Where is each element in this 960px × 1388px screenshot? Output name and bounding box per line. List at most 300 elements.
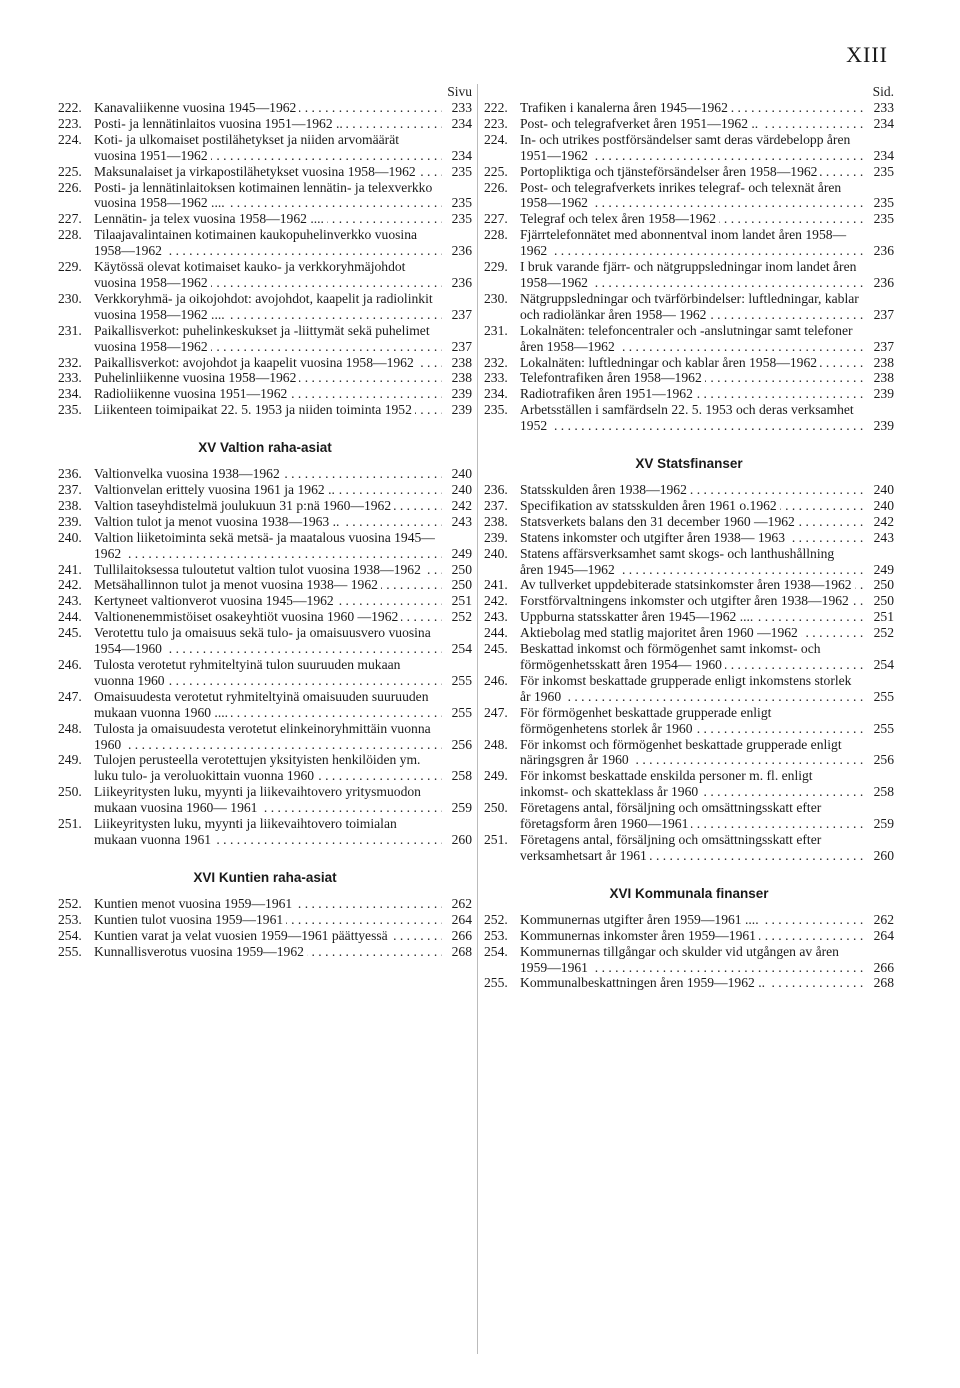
entry-title-text: Radioliikenne vuosina 1951—1962 (94, 386, 290, 401)
toc-entry (58, 355, 472, 371)
entry-page: 243 (873, 529, 894, 545)
entry-title-text: Lokalnäten: telefoncentraler och -anslutningar samt telefoner åren 1958—1962 (520, 322, 853, 354)
entry-page: 240 (873, 497, 894, 513)
entry-page: 238 (451, 370, 472, 386)
toc-entry (484, 673, 894, 705)
entry-number: 226. (484, 179, 508, 195)
entry-title (94, 593, 442, 609)
toc-entry (58, 944, 472, 960)
entry-number: 246. (484, 672, 508, 688)
entry-number: 248. (484, 736, 508, 752)
entry-number: 234. (58, 386, 82, 402)
entry-title (520, 116, 864, 132)
toc-entry (58, 530, 472, 562)
entry-title-text: Paikallisverkot: avojohdot ja kaapelit vuosina 1958—1962 (94, 355, 417, 370)
entry-title (520, 975, 864, 991)
entry-title (94, 816, 442, 848)
entry-number: 237. (484, 497, 508, 513)
entry-title (94, 180, 442, 212)
toc-entry (58, 259, 472, 291)
entry-page: 239 (873, 386, 894, 402)
entry-page: 237 (873, 306, 894, 322)
entry-title (94, 928, 442, 944)
entry-page: 235 (451, 211, 472, 227)
entry-title (94, 657, 442, 689)
entry-page: 238 (873, 370, 894, 386)
entry-number: 255. (58, 943, 82, 959)
toc-entry (58, 370, 472, 386)
toc-entry (58, 482, 472, 498)
entry-title (94, 466, 442, 482)
entry-number: 235. (484, 402, 508, 418)
entry-number: 227. (58, 211, 82, 227)
entry-title-text: Radiotrafiken åren 1951—1962 (520, 386, 696, 401)
toc-entry (58, 784, 472, 816)
entry-number: 224. (58, 131, 82, 147)
toc-entry (484, 100, 894, 116)
entry-page: 235 (873, 211, 894, 227)
entry-title (94, 164, 442, 180)
entry-number: 239. (484, 529, 508, 545)
entry-number: 245. (484, 641, 508, 657)
toc-entry (484, 944, 894, 976)
toc-entry (484, 211, 894, 227)
entry-page: 240 (451, 482, 472, 498)
entry-title (94, 386, 442, 402)
entry-title-text: Liikeyritysten luku, myynti ja liikevaihtovero yritysmuodon mukaan vuosina 1960— 1961 (94, 784, 421, 816)
toc-entry (58, 562, 472, 578)
entry-title (520, 641, 864, 673)
entry-page: 237 (451, 306, 472, 322)
entry-number: 249. (58, 752, 82, 768)
entry-title (520, 912, 864, 928)
entry-title (520, 705, 864, 737)
entry-number: 252. (58, 895, 82, 911)
entry-number: 231. (484, 322, 508, 338)
entry-page: 240 (873, 482, 894, 498)
entry-page: 239 (451, 402, 472, 418)
entry-page: 258 (873, 784, 894, 800)
entry-title (520, 227, 864, 259)
entry-title (520, 514, 864, 530)
entry-title (94, 370, 442, 386)
entry-number: 225. (58, 163, 82, 179)
toc-entry (58, 609, 472, 625)
entry-title (94, 211, 442, 227)
entry-page: 236 (873, 243, 894, 259)
entry-page: 249 (451, 545, 472, 561)
entry-page: 268 (451, 943, 472, 959)
entry-page: 239 (451, 386, 472, 402)
toc-entry (58, 593, 472, 609)
entry-number: 244. (58, 609, 82, 625)
toc-column-swedish (484, 84, 894, 991)
entry-title (520, 944, 864, 976)
column-divider (477, 84, 478, 1354)
entry-number: 232. (484, 354, 508, 370)
toc-entry (484, 768, 894, 800)
toc-entry (484, 116, 894, 132)
toc-entry (484, 132, 894, 164)
entry-title (520, 577, 864, 593)
entry-title-text: In- och utrikes postförsändelser samt deras värdebelopp åren 1951—1962 (520, 131, 851, 163)
entry-page: 242 (873, 513, 894, 529)
entry-page: 250 (873, 593, 894, 609)
toc-entry (58, 689, 472, 721)
entry-number: 222. (58, 100, 82, 115)
entry-title-text: Tulosta ja omaisuudesta verotetut elinkeinoryhmittäin vuonna 1960 (94, 720, 431, 752)
entry-title-text: Telefontrafiken åren 1958—1962 (520, 370, 705, 385)
entry-number: 237. (58, 482, 82, 498)
entry-title-text: Tulojen perusteella verotettujen yksityisten henkilöiden ym. luku tulo- ja veroluokittain vuonna 1960 (94, 752, 421, 784)
entry-number: 254. (58, 927, 82, 943)
entry-title-text: Kertyneet valtionverot vuosina 1945—1962 (94, 593, 337, 608)
entry-number: 224. (484, 131, 508, 147)
entry-title (520, 928, 864, 944)
entry-number: 239. (58, 513, 82, 529)
entry-title-text: Kommunernas tillgångar och skulder vid utgången av åren 1959—1961 (520, 943, 839, 975)
entry-number: 249. (484, 768, 508, 784)
toc-entry (484, 800, 894, 832)
toc-entry (484, 164, 894, 180)
entry-number: 247. (58, 688, 82, 704)
toc-entry (58, 498, 472, 514)
entry-page: 262 (873, 911, 894, 927)
entry-number: 234. (484, 386, 508, 402)
entry-number: 229. (484, 259, 508, 275)
entry-title-text: Beskattad inkomst och förmögenhet samt inkomst- och förmögenhetsskatt åren 1954— 1960 (520, 641, 821, 672)
entry-page: 250 (451, 577, 472, 593)
entry-number: 250. (484, 800, 508, 816)
entry-title (520, 832, 864, 864)
entry-title (94, 912, 442, 928)
entry-number: 222. (484, 100, 508, 115)
entry-number: 230. (484, 290, 508, 306)
entry-title-text: Maksunalaiset ja virkapostilähetykset vuosina 1958—1962 (94, 164, 419, 179)
entry-number: 248. (58, 720, 82, 736)
toc-entry (484, 498, 894, 514)
entry-title-text: Trafiken i kanalerna åren 1945—1962 (520, 100, 731, 115)
entry-title-text: Företagens antal, försäljning och omsättningsskatt efter verksamhetsart år 1961 (520, 831, 822, 863)
entry-number: 253. (484, 927, 508, 943)
toc-entry (484, 355, 894, 371)
entry-title (94, 402, 442, 418)
entry-title (520, 180, 864, 212)
toc-entry (484, 402, 894, 434)
entry-title-text: Statens affärsverksamhet samt skogs- och lanthushållning åren 1945—1962 (520, 545, 835, 577)
entry-number: 236. (58, 466, 82, 482)
entry-title-text: Metsähallinnon tulot ja menot vuosina 1938— 1962 (94, 577, 381, 592)
entry-title-text: Post- och telegrafverkets inrikes telegraf- och telexnät åren 1958—1962 (520, 179, 842, 211)
entry-title (520, 164, 864, 180)
toc-entry (484, 546, 894, 578)
entry-number: 247. (484, 704, 508, 720)
toc-entry (484, 180, 894, 212)
toc-entry (58, 386, 472, 402)
entry-number: 243. (58, 593, 82, 609)
toc-entry (58, 227, 472, 259)
section-title: XV Statsfinanser (635, 456, 743, 472)
entry-title (520, 291, 864, 323)
entry-title (94, 689, 442, 721)
entry-number: 245. (58, 625, 82, 641)
entry-title (94, 625, 442, 657)
entry-title-text: För förmögenhet beskattade grupperade enligt förmögenhetens storlek år 1960 (520, 704, 772, 736)
toc-entry (58, 912, 472, 928)
entry-number: 225. (484, 163, 508, 179)
entry-page: 252 (873, 625, 894, 641)
toc-entry (484, 641, 894, 673)
entry-number: 251. (58, 816, 82, 832)
entry-page: 233 (451, 100, 472, 115)
toc-entry (58, 211, 472, 227)
entry-title (520, 386, 864, 402)
toc-entry (484, 323, 894, 355)
entry-title-text: Tullilaitoksessa tuloutetut valtion tulot vuosina 1938—1962 (94, 562, 424, 577)
entry-number: 227. (484, 211, 508, 227)
entry-page: 237 (451, 338, 472, 354)
entry-page: 252 (451, 609, 472, 625)
entry-number: 240. (484, 545, 508, 561)
entry-page: 236 (451, 243, 472, 259)
entry-title-text: Företagens antal, försäljning och omsättningsskatt efter företagsform åren 1960—1961 (520, 800, 822, 832)
toc-blocks (58, 100, 472, 960)
entry-title-text: För inkomst beskattade grupperade enligt inkomstens storlek år 1960 (520, 672, 852, 704)
entry-page: 255 (451, 672, 472, 688)
toc-column-finnish (58, 84, 472, 960)
entry-title-text: Nätgruppsledningar och tvärförbindelser: luftledningar, kablar och radiolänkar åren 1958— 1962 (520, 290, 859, 322)
entry-title-text: Statsverkets balans den 31 december 1960 —1962 (520, 514, 798, 529)
entry-title-text: Portopliktiga och tjänsteförsändelser åren 1958—1962 (520, 164, 820, 179)
toc-entry (484, 370, 894, 386)
entry-page: 264 (873, 927, 894, 943)
entry-title (94, 530, 442, 562)
entry-page: 260 (451, 831, 472, 847)
entry-page: 235 (451, 195, 472, 211)
entry-number: 253. (58, 911, 82, 927)
entry-title-text: Telegraf och telex åren 1958—1962 (520, 211, 719, 226)
entry-title-text: Uppburna statsskatter åren 1945—1962 .... (520, 609, 756, 624)
entry-title-text: Post- och telegrafverket åren 1951—1962 .. (520, 116, 761, 131)
entry-page: 262 (451, 895, 472, 911)
entry-page: 249 (873, 561, 894, 577)
toc-entry (484, 227, 894, 259)
entry-title (520, 673, 864, 705)
entry-title-text: Kuntien varat ja velat vuosien 1959—1961 päättyessä (94, 928, 391, 943)
entry-title (520, 323, 864, 355)
toc-entry (484, 912, 894, 928)
toc-entry (484, 259, 894, 291)
toc-entry (58, 577, 472, 593)
entry-page: 264 (451, 911, 472, 927)
entry-title-text: I bruk varande fjärr- och nätgruppsledningar inom landet åren 1958—1962 (520, 259, 857, 290)
entry-title-text: Arbetsställen i samfärdseln 22. 5. 1953 och deras verksamhet 1952 (520, 402, 854, 434)
entry-title (520, 482, 864, 498)
toc-entry (484, 514, 894, 530)
toc-entry (58, 132, 472, 164)
entry-number: 241. (484, 577, 508, 593)
entry-number: 228. (58, 227, 82, 243)
entry-title-text: Omaisuudesta verotetut ryhmiteltyinä omaisuuden suuruuden mukaan vuonna 1960 .... (94, 688, 429, 720)
toc-entry (58, 721, 472, 753)
entry-title (520, 100, 864, 116)
toc-entry (58, 116, 472, 132)
entry-title-text: Statens inkomster och utgifter åren 1938— 1963 (520, 530, 788, 545)
entry-title-text: Posti- ja lennätinlaitoksen kotimainen lennätin- ja telexverkko vuosina 1958—1962 .... (94, 179, 433, 211)
entry-page: 233 (873, 100, 894, 115)
toc-blocks (484, 100, 894, 991)
entry-title (94, 116, 442, 132)
toc-entry (484, 737, 894, 769)
entry-title (94, 562, 442, 578)
toc-entry (58, 402, 472, 418)
entry-page: 250 (873, 577, 894, 593)
entry-page: 234 (451, 147, 472, 163)
entry-page: 258 (451, 768, 472, 784)
entry-number: 244. (484, 625, 508, 641)
entry-title (94, 100, 442, 116)
entry-page: 266 (873, 959, 894, 975)
entry-title (520, 546, 864, 578)
entry-title (94, 609, 442, 625)
entry-number: 233. (58, 370, 82, 386)
entry-number: 223. (58, 115, 82, 131)
entry-title (94, 752, 442, 784)
entry-number: 251. (484, 831, 508, 847)
entry-page: 243 (451, 513, 472, 529)
entry-title (520, 768, 864, 800)
entry-title-text: Valtion taseyhdistelmä joulukuun 31 p:nä 1960—1962 (94, 498, 394, 513)
entry-title-text: Kuntien menot vuosina 1959—1961 (94, 896, 295, 911)
entry-title-text: Liikenteen toimipaikat 22. 5. 1953 ja niiden toiminta 1952 (94, 402, 415, 417)
toc-entry (58, 180, 472, 212)
entry-page: 235 (451, 163, 472, 179)
toc-entry (58, 100, 472, 116)
entry-number: 246. (58, 657, 82, 672)
entry-title-text: Kommunernas inkomster åren 1959—1961 (520, 928, 759, 943)
toc-entry (58, 466, 472, 482)
entry-title (520, 402, 864, 434)
entry-title-text: Kuntien tulot vuosina 1959—1961 (94, 912, 286, 927)
entry-number: 228. (484, 227, 508, 243)
toc-entry (484, 482, 894, 498)
entry-title (94, 577, 442, 593)
entry-page: 236 (451, 274, 472, 290)
toc-entry (484, 530, 894, 546)
entry-page: 255 (873, 688, 894, 704)
entry-title (94, 132, 442, 164)
entry-page: 251 (451, 593, 472, 609)
entry-number: 241. (58, 561, 82, 577)
entry-page: 235 (873, 163, 894, 179)
entry-title (520, 737, 864, 769)
toc-entry (58, 896, 472, 912)
entry-number: 242. (58, 577, 82, 593)
section-title: XV Valtion raha-asiat (198, 440, 332, 456)
toc-entry (58, 752, 472, 784)
entry-title (520, 370, 864, 386)
entry-number: 233. (484, 370, 508, 386)
entry-number: 254. (484, 943, 508, 959)
entry-page: 234 (873, 115, 894, 131)
entry-number: 232. (58, 354, 82, 370)
entry-title (94, 323, 442, 355)
entry-title (94, 291, 442, 323)
entry-number: 238. (58, 497, 82, 513)
toc-entry (484, 928, 894, 944)
entry-number: 238. (484, 513, 508, 529)
entry-page: 254 (451, 641, 472, 657)
entry-number: 252. (484, 911, 508, 927)
entry-title (94, 944, 442, 960)
entry-page: 256 (873, 752, 894, 768)
entry-number: 226. (58, 179, 82, 195)
entry-page: 260 (873, 847, 894, 863)
entry-page: 238 (451, 354, 472, 370)
entry-title-text: Koti- ja ulkomaiset postilähetykset ja niiden arvomäärät vuosina 1951—1962 (94, 131, 400, 163)
toc-entry (58, 625, 472, 657)
entry-page: 237 (873, 338, 894, 354)
entry-title (520, 259, 864, 291)
entry-title (520, 530, 864, 546)
entry-title-text: Puhelinliikenne vuosina 1958—1962 (94, 370, 299, 385)
entry-page: 256 (451, 736, 472, 752)
entry-title-text: Posti- ja lennätinlaitos vuosina 1951—1962 .. (94, 116, 346, 131)
entry-title (520, 625, 864, 641)
entry-page: 251 (873, 609, 894, 625)
page-column-header: Sid. (872, 84, 894, 99)
entry-number: 250. (58, 784, 82, 800)
entry-page: 250 (451, 561, 472, 577)
entry-title-text: Liikeyritysten luku, myynti ja liikevaihtovero toimialan mukaan vuonna 1961 (94, 816, 397, 847)
entry-title-text: Lokalnäten: luftledningar och kablar åren 1958—1962 (520, 355, 820, 370)
entry-title (520, 609, 864, 625)
entry-number: 236. (484, 482, 508, 498)
toc-entry (484, 386, 894, 402)
toc-entry (58, 928, 472, 944)
toc-entry (58, 291, 472, 323)
entry-page: 255 (451, 704, 472, 720)
entry-title (94, 355, 442, 371)
entry-page: 240 (451, 466, 472, 482)
entry-title-text: Statsskulden åren 1938—1962 (520, 482, 690, 497)
entry-title-text: Kunnallisverotus vuosina 1959—1962 (94, 944, 307, 959)
toc-entry (484, 832, 894, 864)
entry-title-text: Valtionenemmistöiset osakeyhtiöt vuosina 1960 —1962 (94, 609, 401, 624)
entry-page: 254 (873, 657, 894, 672)
entry-title-text: Tilaajavalintainen kotimainen kaukopuhelinverkko vuosina 1958—1962 (94, 227, 418, 259)
toc-entry (484, 609, 894, 625)
entry-title-text: Verotettu tulo ja omaisuus sekä tulo- ja omaisuusvero vuosina 1954—1960 (94, 625, 431, 657)
entry-title (94, 784, 442, 816)
entry-title-text: Kanavaliikenne vuosina 1945—1962 (94, 100, 299, 115)
entry-title-text: Valtionvelan erittely vuosina 1961 ja 1962 .. (94, 482, 338, 497)
entry-title (94, 482, 442, 498)
entry-title-text: Käytössä olevat kotimaiset kauko- ja verkkoryhmäjohdot vuosina 1958—1962 (94, 259, 406, 290)
entry-number: 242. (484, 593, 508, 609)
entry-title (520, 593, 864, 609)
entry-page: 242 (451, 497, 472, 513)
entry-title-text: Paikallisverkot: puhelinkeskukset ja -liittymät sekä puhelimet vuosina 1958—1962 (94, 322, 430, 354)
entry-page: 238 (873, 354, 894, 370)
entry-title (94, 498, 442, 514)
entry-title-text: Valtionvelka vuosina 1938—1962 (94, 466, 283, 481)
toc-entry (484, 705, 894, 737)
page-number: XIII (846, 42, 888, 67)
toc-entry (58, 164, 472, 180)
entry-number: 240. (58, 529, 82, 545)
entry-title-text: Specifikation av statsskulden åren 1961 o.1962 (520, 498, 780, 513)
